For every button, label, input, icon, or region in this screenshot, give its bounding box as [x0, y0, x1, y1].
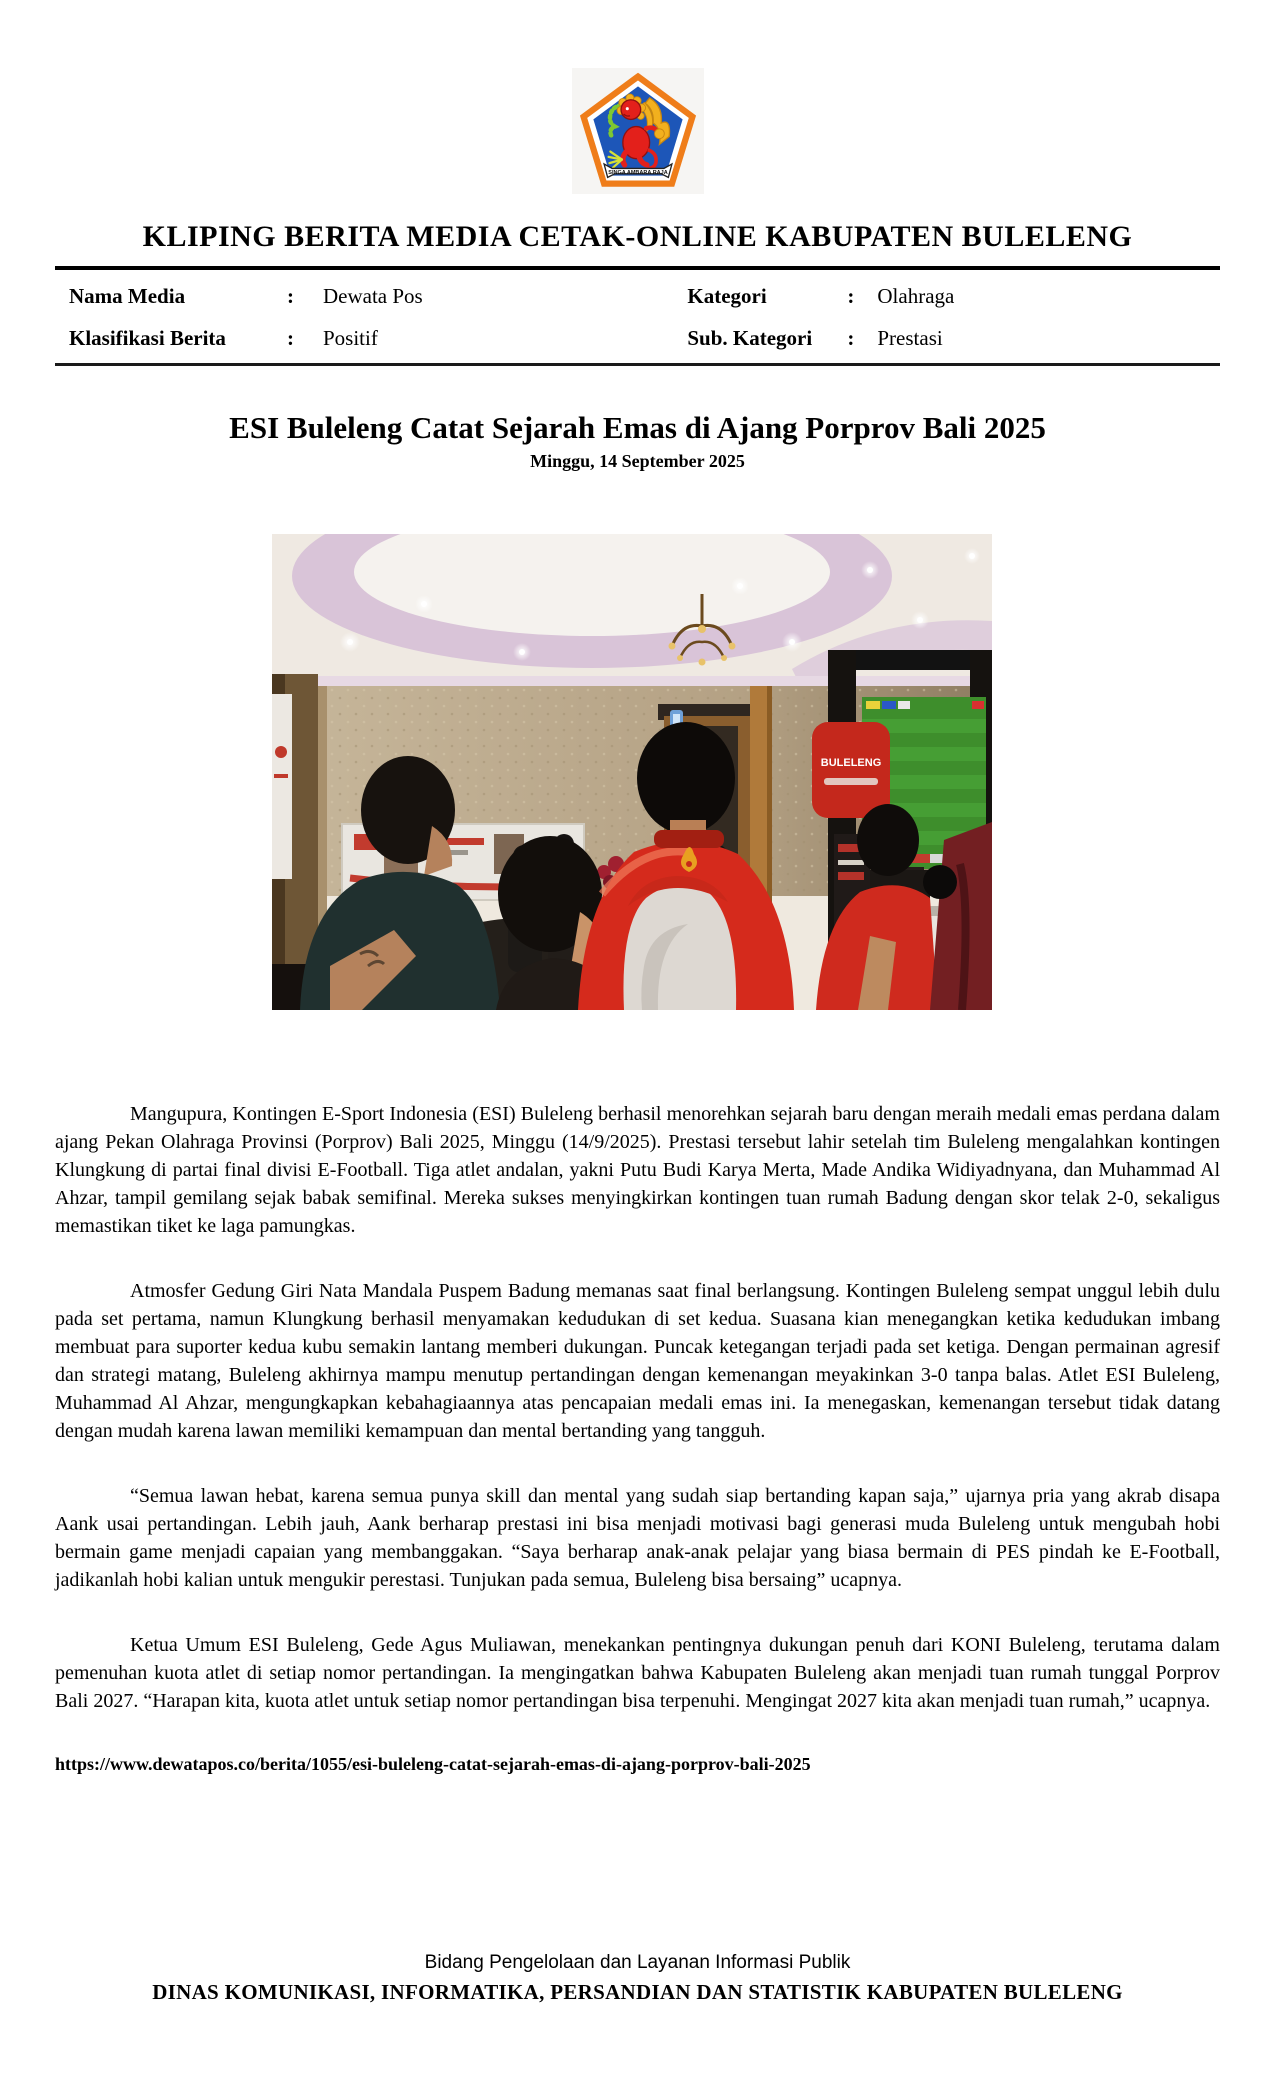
- article-title: ESI Buleleng Catat Sejarah Emas di Ajang Porprov Bali 2025: [229, 410, 1046, 445]
- klasifikasi-berita-value: Positif: [323, 326, 378, 350]
- footer-agency: DINAS KOMUNIKASI, INFORMATIKA, PERSANDIAN DAN STATISTIK KABUPATEN BULELENG: [152, 1980, 1123, 2004]
- sub-kategori-value: Prestasi: [877, 326, 943, 350]
- singa-ambara-raja-emblem-icon: [580, 72, 696, 190]
- klasifikasi-berita-label: Klasifikasi Berita: [69, 326, 226, 350]
- logo-banner-text: SINGA AMBARA RAJA: [607, 169, 668, 176]
- article-photo: [272, 534, 992, 1010]
- article-body: [55, 1100, 1220, 1775]
- paragraph-1: Mangupura, Kontingen E-Sport Indonesia (ESI) Buleleng berhasil menorehkan sejarah baru dengan meraih medali emas perdana dalam ajang Pekan Olahraga Provinsi (Porprov) Bali 2025, Minggu (14/9/2025). Prestasi tersebut lahir setelah tim Buleleng mengalahkan kontingen Klungkung di partai final divisi E-Football. Tiga atlet andalan, yakni Putu Budi Karya Merta, Made Andika Widiyadnyana, dan Muhammad Al Ahzar, tampil gemilang sejak babak semifinal. Mereka sukses menyingkirkan kontingen tuan rumah Badung dengan skor telak 2-0, sekaligus memastikan tiket ke laga pamungkas.: [55, 1103, 1220, 1237]
- nama-media-value: Dewata Pos: [323, 284, 423, 308]
- sub-kategori-separator: :: [847, 326, 855, 350]
- kategori-label: Kategori: [687, 284, 767, 308]
- source-url-link[interactable]: https://www.dewatapos.co/berita/1055/esi-buleleng-catat-sejarah-emas-di-ajang-porprov-bali-2025: [55, 1754, 811, 1774]
- kategori-separator: :: [847, 284, 855, 308]
- klasifikasi-berita-separator: :: [287, 326, 294, 350]
- buleleng-regency-logo: [572, 68, 704, 194]
- paragraph-4: Ketua Umum ESI Buleleng, Gede Agus Muliawan, menekankan pentingnya dukungan penuh dari KONI Buleleng, terutama dalam pemenuhan kuota atlet di setiap nomor pertandingan. Ia mengingatkan bahwa Kabupaten Buleleng akan menjadi tuan rumah tunggal Porprov Bali 2027. “Harapan kita, kuota atlet untuk setiap nomor pertandingan bisa terpenuhi. Mengingat 2027 kita akan menjadi tuan rumah,” ucapnya.: [55, 1634, 1220, 1712]
- metadata-table: [55, 270, 1220, 363]
- document-title: KLIPING BERITA MEDIA CETAK-ONLINE KABUPATEN BULELENG: [142, 220, 1133, 253]
- footer-division: Bidang Pengelolaan dan Layanan Informasi Publik: [424, 1952, 851, 1973]
- metadata-divider: [55, 363, 1220, 366]
- sub-kategori-label: Sub. Kategori: [687, 326, 813, 350]
- nama-media-separator: :: [287, 284, 294, 308]
- kategori-value: Olahraga: [877, 284, 955, 308]
- paragraph-3: “Semua lawan hebat, karena semua punya skill dan mental yang sudah siap bertanding kapan saja,” ujarnya pria yang akrab disapa Aank usai pertandingan. Lebih jauh, Aank berharap prestasi ini bisa menjadi motivasi bagi generasi muda Buleleng untuk mengubah hobi bermain game menjadi capaian yang membanggakan. “Saya berharap anak-anak pelajar yang biasa bermain di PES pindah ke E-Football, jadikanlah hobi kalian untuk mengukir perestasi. Tunjukan pada semua, Buleleng bisa bersaing” ucapnya.: [55, 1485, 1220, 1591]
- document-footer: [0, 1952, 1275, 2005]
- article-date: Minggu, 14 September 2025: [530, 451, 745, 471]
- nama-media-label: Nama Media: [69, 284, 186, 308]
- paragraph-2: Atmosfer Gedung Giri Nata Mandala Puspem Badung memanas saat final berlangsung. Kontingen Buleleng sempat unggul lebih dulu pada set pertama, namun Klungkung berhasil menyamakan kedudukan di set kedua. Suasana kian menegangkan ketika kedudukan imbang membuat para suporter kedua kubu semakin lantang memberi dukungan. Puncak ketegangan terjadi pada set ketiga. Dengan permainan agresif dan strategi matang, Buleleng akhirnya mampu menutup pertandingan dengan kemenangan meyakinkan 3-0 tanpa balas. Atlet ESI Buleleng, Muhammad Al Ahzar, mengungkapkan kebahagiaannya atas pencapaian medali emas ini. Ia menegaskan, kemenangan tersebut tidak datang dengan mudah karena lawan memiliki kemampuan dan mental bertanding yang tangguh.: [55, 1280, 1220, 1442]
- jersey-text: BULELENG: [820, 757, 882, 769]
